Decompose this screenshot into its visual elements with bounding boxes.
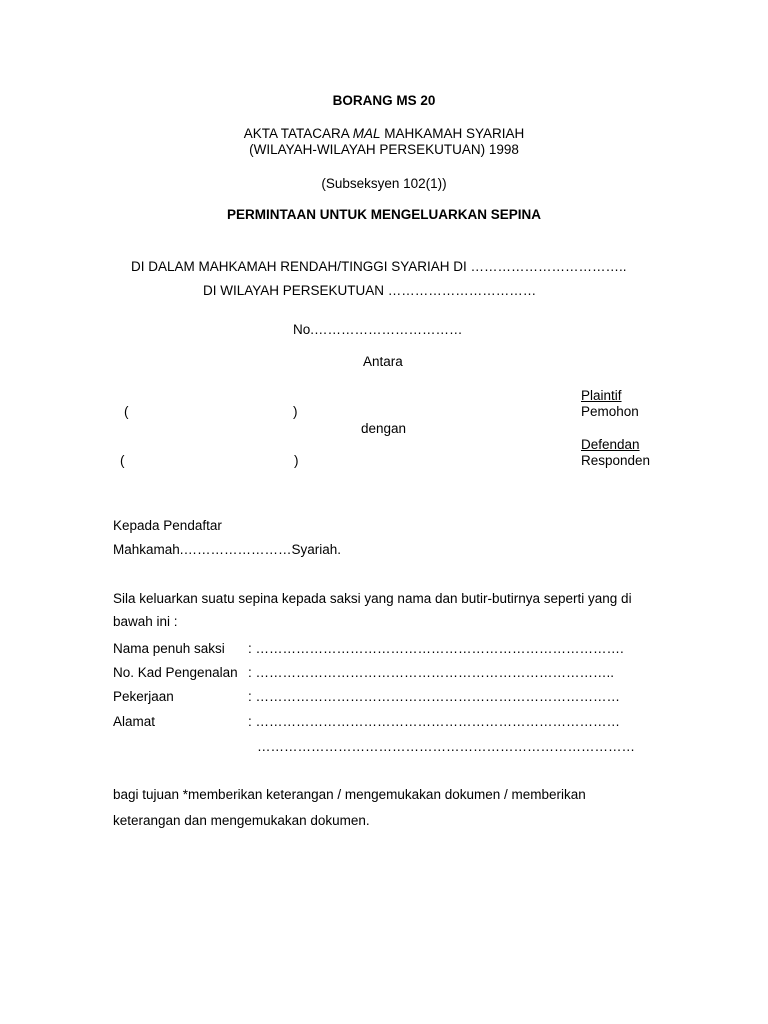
with-label: dengan: [361, 421, 407, 436]
act-title-line1: [0, 126, 768, 141]
field-label-address: Alamat: [113, 714, 156, 729]
applicant-label: Pemohon: [581, 404, 639, 419]
between-label: Antara: [363, 354, 403, 369]
field-value-occupation: : ………………………………………………………………………: [248, 689, 621, 704]
plaintiff-label: Plaintif: [581, 388, 622, 403]
act-title-post: MAHKAMAH SYARIAH: [380, 126, 525, 141]
field-value-address: : ………………………………………………………………………: [248, 714, 621, 729]
field-label-ic: No. Kad Pengenalan: [113, 665, 238, 680]
addressee-line1: Kepada Pendaftar: [113, 518, 222, 533]
request-line1: Sila keluarkan suatu sepina kepada saksi yang nama dan butir-butirnya seperti yang di: [113, 591, 632, 606]
defendant-label: Defendan: [581, 437, 640, 452]
field-label-name: Nama penuh saksi: [113, 641, 225, 656]
party1-open-paren: (: [124, 404, 129, 419]
purpose-line1: bagi tujuan *memberikan keterangan / mengemukakan dokumen / memberikan: [113, 787, 586, 802]
party2-open-paren: (: [120, 453, 125, 468]
act-title-pre: AKTA TATACARA: [243, 126, 353, 141]
respondent-label: Responden: [581, 453, 651, 468]
field-value-name: : ……………………………………………………………………….: [248, 641, 624, 656]
act-title-line2: (WILAYAH-WILAYAH PERSEKUTUAN) 1998: [249, 142, 519, 157]
purpose-line2: keterangan dan mengemukakan dokumen.: [113, 813, 370, 828]
court-line1: DI DALAM MAHKAMAH RENDAH/TINGGI SYARIAH DI ……………………………..: [131, 259, 627, 274]
party2-close-paren: ): [294, 453, 299, 468]
addressee-line2: Mahkamah.……………………Syariah.: [113, 542, 342, 557]
field-label-occupation: Pekerjaan: [113, 689, 174, 704]
form-title: PERMINTAAN UNTUK MENGELUARKAN SEPINA: [226, 207, 541, 222]
form-number: BORANG MS 20: [332, 93, 436, 108]
court-line2: DI WILAYAH PERSEKUTUAN ……………………………: [203, 283, 537, 298]
case-number: No.……………………………: [293, 322, 463, 337]
party1-close-paren: ): [293, 404, 298, 419]
act-title-italic: MAL: [352, 126, 381, 141]
request-line2: bawah ini :: [113, 614, 178, 629]
field-address-continuation: …………………………………………………………………………: [257, 739, 635, 754]
field-value-ic: : ……………………………………………………………………..: [248, 665, 615, 680]
subsection: (Subseksyen 102(1)): [321, 176, 447, 191]
